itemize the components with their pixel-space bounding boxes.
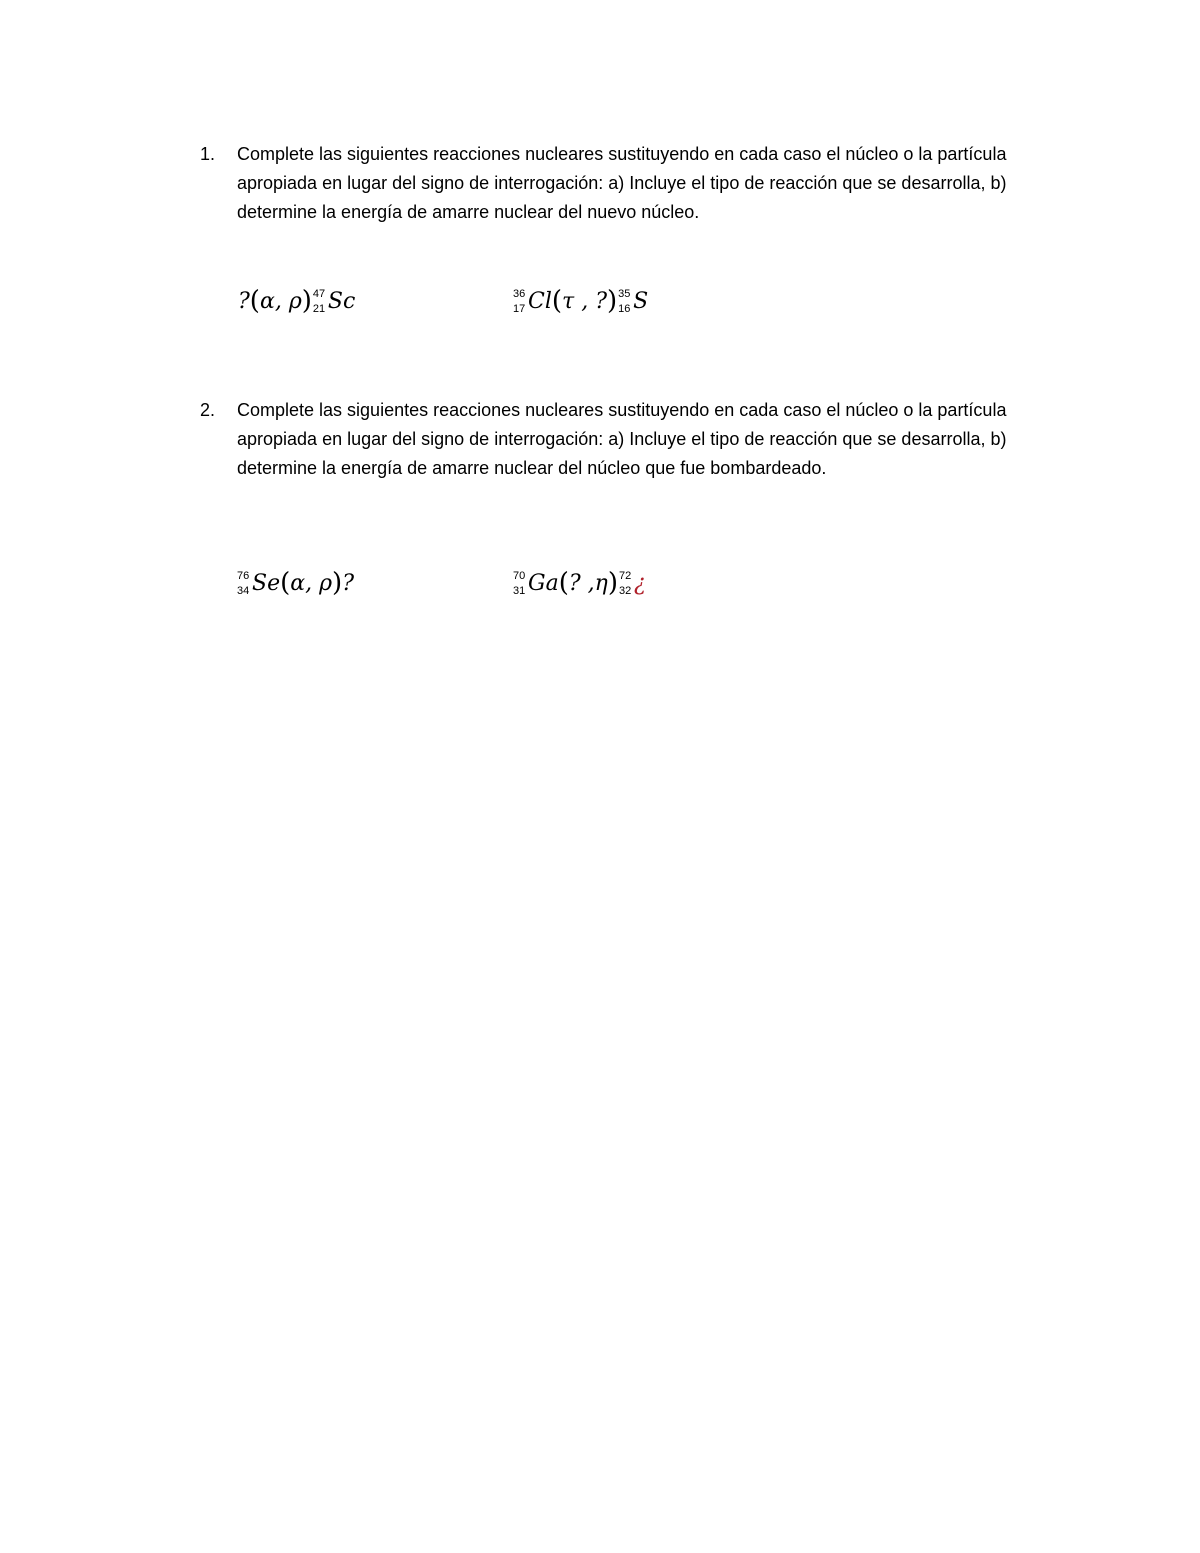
projectile: α (290, 571, 306, 596)
target-symbol: Cl (528, 289, 552, 314)
product-nuclide-numbers (313, 289, 327, 315)
target-symbol: Se (252, 571, 281, 596)
ejectile: ? (595, 289, 607, 314)
mass-number: 70 (513, 570, 526, 582)
reaction-target: ? (238, 289, 250, 314)
atomic-number: 16 (618, 303, 631, 315)
open-paren: ( (558, 568, 569, 598)
product-nuclide-numbers (619, 571, 633, 597)
atomic-number: 31 (513, 585, 526, 597)
target-nuclide-numbers (237, 571, 251, 597)
projectile: τ (562, 289, 575, 314)
mass-number: 36 (513, 288, 526, 300)
mass-number: 72 (619, 570, 632, 582)
reaction-2b (512, 568, 646, 599)
close-paren: ) (607, 286, 618, 316)
reaction-2a (236, 568, 354, 599)
atomic-number: 17 (513, 303, 526, 315)
comma: , (305, 571, 313, 596)
product-symbol: Sc (327, 289, 356, 314)
target-symbol: Ga (528, 571, 559, 596)
question-text: Complete las siguientes reacciones nucleares sustituyendo en cada caso el núcleo o la partícula apropiada en lugar del signo de interrogación: a) Incluye el tipo de reacción que se desarrolla, b) determine la energía de amarre nuclear del nuevo núcleo. (237, 144, 1007, 222)
close-paren: ) (301, 286, 312, 316)
open-paren: ( (249, 286, 260, 316)
projectile: ? (568, 571, 581, 596)
ejectile: ρ (319, 571, 333, 596)
close-paren: ) (607, 568, 618, 598)
comma: , (581, 289, 589, 314)
product-symbol: ? (342, 571, 354, 596)
question-number: 1. (200, 144, 216, 164)
mass-number: 47 (312, 288, 326, 300)
close-paren: ) (332, 568, 343, 598)
atomic-number: 32 (619, 585, 632, 597)
projectile: α (259, 289, 275, 314)
reaction-1a (238, 286, 355, 317)
question-text: Complete las siguientes reacciones nucleares sustituyendo en cada caso el núcleo o la partícula apropiada en lugar del signo de interrogación: a) Incluye el tipo de reacción que se desarrolla, b) determine la energía de amarre nuclear del núcleo que fue bombardeado. (237, 400, 1007, 478)
ejectile: η (594, 571, 608, 596)
product-symbol: S (633, 289, 649, 314)
reaction-1b (512, 286, 648, 317)
open-paren: ( (551, 286, 563, 316)
target-nuclide-numbers (513, 289, 527, 315)
unknown-product-marker: ¿ (634, 571, 646, 596)
open-paren: ( (280, 568, 291, 598)
mass-number: 76 (237, 570, 250, 582)
ejectile: ρ (288, 289, 302, 314)
mass-number: 35 (618, 288, 631, 300)
atomic-number: 34 (237, 585, 250, 597)
question-number: 2. (200, 400, 216, 420)
atomic-number: 21 (312, 303, 326, 315)
comma: , (274, 289, 282, 314)
product-nuclide-numbers (618, 289, 632, 315)
target-nuclide-numbers (513, 571, 527, 597)
comma: , (587, 571, 595, 596)
